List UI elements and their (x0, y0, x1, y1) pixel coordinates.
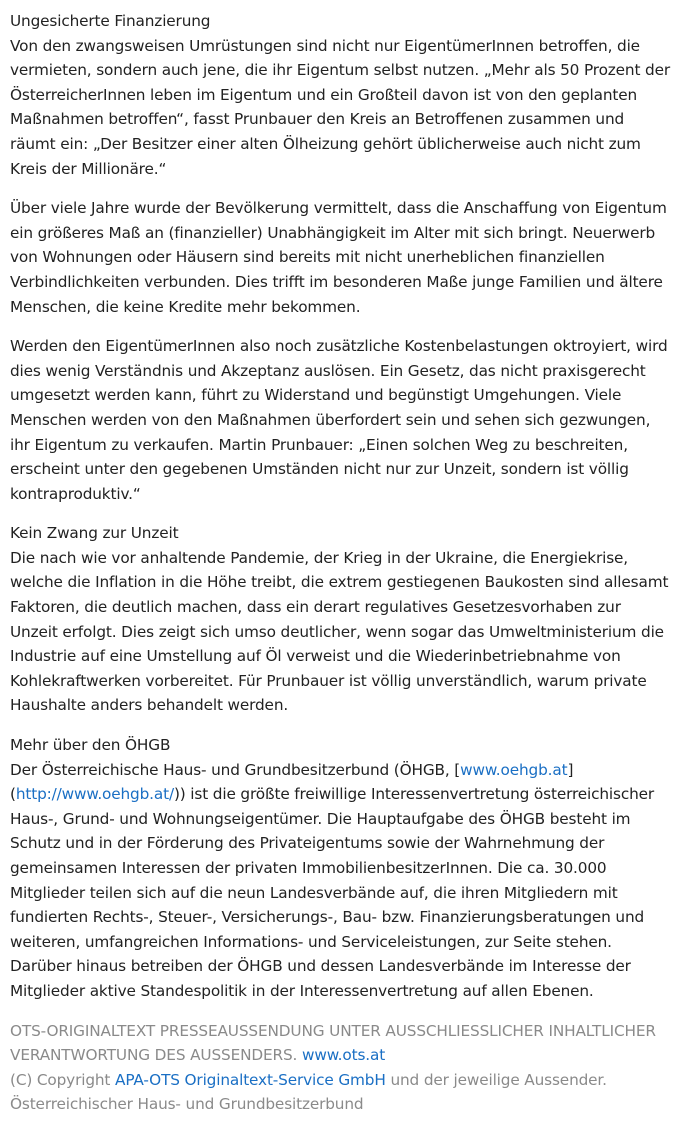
section-about-oehgb (10, 733, 672, 1004)
disclaimer-text: OTS-ORIGINALTEXT PRESSEAUSSENDUNG UNTER AUSSCHLIESSLICHER INHALTLICHER VERANTWORTUNG DES AUSSENDERS. (10, 1021, 656, 1065)
oehgb-link[interactable]: www.oehgb.at (460, 760, 568, 779)
apa-ots-link[interactable]: APA-OTS Originaltext-Service GmbH (115, 1070, 386, 1089)
section-heading: Ungesicherte Finanzierung (10, 12, 211, 30)
copyright-line (10, 1068, 672, 1093)
section-no-compulsion (10, 521, 672, 718)
disclaimer-line (10, 1019, 672, 1068)
paragraph: Werden den EigentümerInnen also noch zusätzliche Kostenbelastungen oktroyiert, wird dies wenig Verständnis und Akzeptanz auslösen. Ein Gesetz, das nicht praxisgerecht umgesetzt werden kann, führt zu Widerstand und begünstigt Umgehungen. Viele Menschen werden von den Maßnahmen überfordert sein und sehen sich gezwungen, ihr Eigentum zu verkaufen. Martin Prunbauer: „Einen solchen Weg zu beschreiten, erscheint unter den gegebenen Umständen nicht nur zur Unzeit, sondern ist völlig kontraproduktiv.“ (10, 337, 668, 503)
copyright-suffix: und der jeweilige Aussender. (390, 1070, 607, 1089)
section-heading: Kein Zwang zur Unzeit (10, 524, 179, 543)
ots-footer (10, 1019, 672, 1117)
copyright-prefix: (C) Copyright (10, 1070, 111, 1089)
article-content (10, 9, 672, 1117)
paragraph-text: ] (567, 760, 574, 779)
paragraph-text: )) ist die größte freiwillige Interessenvertretung österreichischer Haus-, Grund- und Wohnungseigentümer. Die Hauptaufgabe des ÖHGB besteht im Schutz und in der Förderung des Privateigentums sowie der Wahrnehmung der gemeinsamen Interessen der privaten ImmobilienbesitzerInnen. Die ca. 30.000 Mitglieder teilen sich auf die neun Landesverbände auf, die ihren Mitgliedern mit fundierten Rechts-, Steuer-, Versicherungs-, Bau- bzw. Finanzierungsberatungen und weiteren, umfangreichen Informations- und Serviceleistungen, zur Seite stehen. Darüber hinaus betreiben der ÖHGB und dessen Landesverbände im Interesse der Mitglieder aktive Standespolitik in der Interessenvertretung auf allen Ebenen. (10, 785, 655, 1000)
paragraph: Von den zwangsweisen Umrüstungen sind nicht nur EigentümerInnen betroffen, die vermieten, sondern auch jene, die ihr Eigentum selbst nutzen. „Mehr als 50 Prozent der ÖsterreicherInnen leben im Eigentum und ein Großteil davon ist von den geplanten Maßnahmen betroffen“, fasst Prunbauer den Kreis an Betroffenen zusammen und räumt ein: „Der Besitzer einer alten Ölheizung gehört üblicherweise auch nicht zum Kreis der Millionäre.“ (10, 36, 670, 178)
paragraph (10, 758, 672, 1004)
paragraph: Die nach wie vor anhaltende Pandemie, der Krieg in der Ukraine, die Energiekrise, welche die Inflation in die Höhe treibt, die extrem gestiegenen Baukosten sind allesamt Faktoren, die deutlich machen, dass ein derart regulatives Gesetzesvorhaben zur Unzeit erfolgt. Dies zeigt sich umso deutlicher, wenn sogar das Umweltministerium die Industrie auf eine Umstellung auf Öl verweist und die Wiederinbetriebnahme von Kohlekraftwerken vorbereitet. Für Prunbauer ist völlig unverständlich, warum private Haushalte anders behandelt werden. (10, 548, 669, 715)
paragraph: Über viele Jahre wurde der Bevölkerung vermittelt, dass die Anschaffung von Eigentum ein größeres Maß an (finanzieller) Unabhängigkeit im Alter mit sich bringt. Neuerwerb von Wohnungen oder Häusern sind bereits mit nicht unerheblichen finanziellen Verbindlichkeiten verbunden. Dies trifft im besonderen Maße junge Familien und ältere Menschen, die keine Kredite mehr bekommen. (10, 199, 667, 316)
paragraph-text: ( (10, 785, 16, 804)
paragraph-text: Der Österreichische Haus- und Grundbesitzerbund (ÖHGB, [ (10, 760, 461, 779)
ots-link[interactable]: www.ots.at (302, 1046, 386, 1065)
sender-line: Österreichischer Haus- und Grundbesitzerbund (10, 1095, 364, 1114)
section-heading: Mehr über den ÖHGB (10, 736, 171, 755)
section-financing (10, 9, 672, 506)
oehgb-url-link[interactable]: http://www.oehgb.at/ (15, 785, 174, 804)
